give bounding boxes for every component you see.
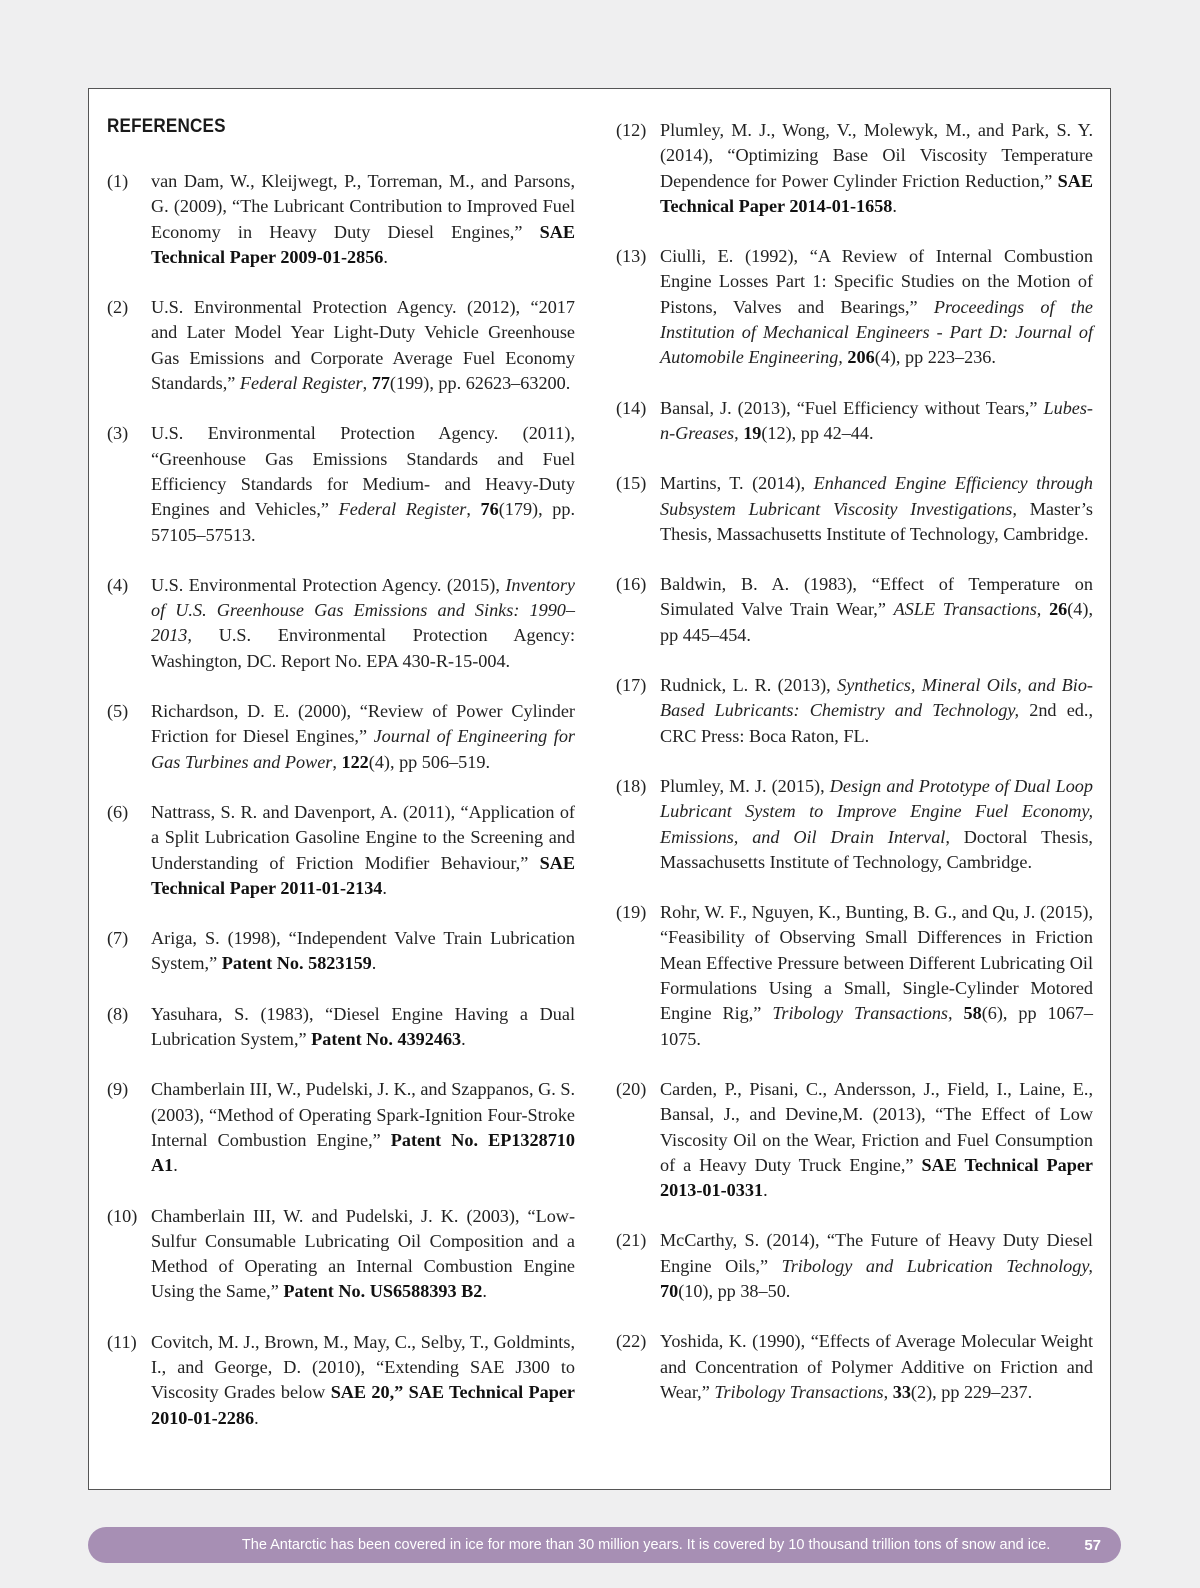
citation-text: (12), pp 42–44. [761, 422, 874, 443]
reference-text [151, 573, 575, 674]
reference-item [107, 1330, 575, 1431]
reference-number: (1) [107, 171, 129, 191]
bold-citation: 206 [847, 347, 875, 368]
bold-citation: 76 [480, 499, 499, 520]
citation-text: (10), pp 38–50. [678, 1280, 791, 1301]
citation-text: U.S. Environmental Protection Agency. (2011), “Greenhouse Gas Emissions Standards and Fuel Efficiency Standards for Medium- and Heavy-Duty Engines and Vehicles,” [151, 423, 575, 520]
citation-text: (179), pp. 57105–57513. [151, 499, 575, 545]
italic-title: Journal of Engineering for Gas Turbines and Power [151, 726, 576, 772]
reference-text [660, 471, 1093, 547]
citation-text: U.S. Environmental Protection Agency: Washington, DC. Report No. EPA 430-R-15-004. [151, 625, 575, 671]
reference-number: (12) [616, 120, 647, 140]
reference-text [660, 900, 1093, 1052]
italic-title: Synthetics, Mineral Oils, and Bio-Based Lubricants: Chemistry and Technology, [660, 675, 1093, 721]
citation-text: (199), pp. 62623–63200. [389, 373, 571, 394]
reference-text [151, 1077, 575, 1178]
bold-citation: 58 [963, 1003, 982, 1024]
reference-number: (16) [616, 574, 647, 595]
italic-title: Enhanced Engine Efficiency through Subsystem Lubricant Viscosity Investigations, [660, 473, 1094, 519]
italic-title: Lubes-n-Greases [660, 397, 1093, 443]
citation-text: U.S. Environmental Protection Agency. (2012), “2017 and Later Model Year Light-Duty Vehicle Greenhouse Gas Emissions and Corporate Average Fuel Economy Standards,” [151, 297, 575, 394]
citation-text: Yoshida, K. (1990), “Effects of Average Molecular Weight and Concentration of Polymer Additive on Friction and Wear,” [660, 1331, 1093, 1402]
italic-title: Design and Prototype of Dual Loop Lubricant System to Improve Engine Fuel Economy, Emissions, and Oil Drain Interval, [660, 775, 1093, 847]
citation-text: , [362, 373, 372, 394]
reference-item [107, 573, 575, 674]
reference-item [107, 169, 575, 270]
citation-text: . [371, 953, 377, 974]
reference-number: (11) [107, 1331, 137, 1352]
reference-item [616, 1077, 1093, 1203]
citation-text: . [461, 1029, 466, 1050]
citation-text: McCarthy, S. (2014), “The Future of Heavy Duty Diesel Engine Oils,” [660, 1230, 1093, 1276]
citation-text: . [892, 195, 897, 216]
reference-text [660, 572, 1093, 648]
reference-text [660, 673, 1093, 749]
citation-text: Richardson, D. E. (2000), “Review of Power Cylinder Friction for Diesel Engines,” [151, 701, 575, 747]
citation-text: , [734, 422, 744, 443]
citation-text: , [332, 751, 342, 772]
reference-item [616, 1228, 1093, 1304]
citation-text: Master’s Thesis, Massachusetts Institute of Technology, Cambridge. [660, 498, 1094, 544]
reference-number: (5) [107, 701, 129, 722]
references-panel [88, 88, 1111, 1490]
citation-text: van Dam, W., Kleijwegt, P., Torreman, M., and Parsons, G. (2009), “The Lubricant Contribution to Improved Fuel Economy in Heavy Duty Diesel Engines,” [151, 171, 575, 242]
page-number: 57 [1084, 1536, 1101, 1554]
citation-text: Martins, T. (2014), [660, 473, 814, 494]
reference-number: (4) [107, 574, 129, 595]
italic-title: Tribology Transactions, [772, 1003, 953, 1024]
citation-text: Doctoral Thesis, Massachusetts Institute of Technology, Cambridge. [660, 826, 1093, 872]
bold-citation: SAE Technical Paper 2011-01-2134 [151, 852, 575, 898]
citation-text: (2), pp 229–237. [910, 1381, 1033, 1402]
reference-text [151, 1002, 575, 1053]
reference-number: (17) [616, 675, 647, 696]
bold-citation: 19 [743, 422, 762, 443]
reference-item [616, 471, 1093, 547]
reference-item [616, 118, 1093, 219]
italic-title: Federal Register [239, 373, 363, 394]
bold-citation: Patent No. 5823159 [221, 953, 372, 974]
italic-title: Federal Register [338, 499, 467, 520]
reference-item [107, 1002, 575, 1053]
reference-text [151, 169, 575, 270]
citation-text: Plumley, M. J. (2015), [660, 775, 830, 796]
reference-item [107, 800, 575, 901]
citation-text: . [173, 1155, 178, 1176]
reference-number: (7) [107, 928, 129, 949]
citation-text: Chamberlain III, W. and Pudelski, J. K. (2003), “Low-Sulfur Consumable Lubricating Oil Composition and a Method of Operating an Internal Combustion Engine Using the Same,” [151, 1205, 575, 1302]
bold-citation: 122 [341, 751, 369, 772]
citation-text: Carden, P., Pisani, C., Andersson, J., Field, I., Laine, E., Bansal, J., and Devine,M. (2013), “The Effect of Low Viscosity Oil on the Wear, Friction and Fuel Consumption of a Heavy Duty Truck Engine,” [660, 1078, 1093, 1175]
citation-text: Yasuhara, S. (1983), “Diesel Engine Having a Dual Lubrication System,” [151, 1003, 575, 1050]
bold-citation: 70 [660, 1280, 679, 1301]
citation-text: (4), pp 223–236. [874, 347, 996, 368]
reference-text [660, 1329, 1093, 1405]
reference-item [616, 244, 1093, 370]
reference-item [107, 421, 575, 547]
citation-text: . [763, 1180, 768, 1201]
italic-title: Inventory of U.S. Greenhouse Gas Emissions and Sinks: 1990–2013, [151, 574, 575, 646]
reference-item [616, 396, 1093, 447]
reference-item [107, 699, 575, 775]
reference-item [107, 295, 575, 396]
citation-text: Rohr, W. F., Nguyen, K., Bunting, B. G., and Qu, J. (2015), “Feasibility of Observing Small Differences in Friction Mean Effective Pressure between Different Lubricating Oil Formulations Using a Small, Single-Cylinder Motored Engine Rig,” [660, 902, 1093, 1024]
reference-number: (20) [616, 1078, 647, 1099]
citation-text: Covitch, M. J., Brown, M., May, C., Selby, T., Goldmints, I., and George, D. (2010), “Extending SAE J300 to Viscosity Grades below [151, 1331, 575, 1403]
citation-text: (4), pp 445–454. [660, 599, 1094, 645]
reference-item [107, 1077, 575, 1178]
footer-bar [88, 1527, 1121, 1563]
citation-text: Ciulli, E. (1992), “A Review of Internal Combustion Engine Losses Part 1: Specific Studies on the Motion of Pistons, Valves and Bearings,” [660, 246, 1093, 317]
reference-number: (9) [107, 1079, 129, 1100]
reference-list-right [616, 118, 1093, 1430]
reference-text [660, 396, 1093, 447]
reference-text [660, 118, 1093, 219]
reference-number: (18) [616, 775, 647, 796]
citation-text: Bansal, J. (2013), “Fuel Efficiency without Tears,” [660, 397, 1044, 418]
reference-text [660, 1077, 1093, 1203]
italic-title: Tribology Transactions [714, 1381, 884, 1402]
reference-number: (10) [107, 1205, 138, 1226]
citation-text: (4), pp 506–519. [368, 751, 491, 772]
reference-item [107, 926, 575, 977]
reference-text [151, 800, 575, 901]
reference-number: (15) [616, 473, 647, 494]
bold-citation: Patent No. US6588393 B2 [283, 1281, 483, 1302]
reference-text [660, 244, 1093, 370]
reference-text [151, 699, 575, 775]
bold-citation: 26 [1049, 599, 1068, 620]
bold-citation: 33 [892, 1381, 911, 1402]
citation-text: Nattrass, S. R. and Davenport, A. (2011), “Application of a Split Lubrication Gasoline Engine to the Screening and Understanding of Friction Modifier Behaviour,” [151, 801, 575, 873]
citation-text: , [1036, 599, 1050, 620]
footer-fact-text: The Antarctic has been covered in ice for more than 30 million years. It is covered by 10 thousand trillion tons of snow and ice. [241, 1537, 1051, 1553]
citation-text: , [466, 499, 481, 520]
bold-citation: Patent No. EP1328710 A1 [151, 1129, 575, 1176]
bold-citation: 77 [371, 373, 390, 394]
reference-text [151, 1330, 575, 1431]
reference-text [660, 774, 1093, 875]
citation-text: . [482, 1281, 487, 1302]
reference-item [616, 1329, 1093, 1405]
reference-list-left [107, 169, 575, 1456]
bold-citation: Patent No. 4392463 [311, 1029, 462, 1050]
citation-text: Ariga, S. (1998), “Independent Valve Train Lubrication System,” [151, 928, 575, 974]
section-heading: REFERENCES [107, 116, 226, 137]
reference-number: (21) [616, 1230, 647, 1251]
bold-citation: SAE Technical Paper 2013-01-0331 [660, 1154, 1093, 1201]
italic-title: Proceedings of the Institution of Mechanical Engineers - Part D: Journal of Automobile Engineering, [660, 296, 1093, 368]
italic-title: Tribology and Lubrication Technology, [781, 1255, 1093, 1276]
citation-text: Baldwin, B. A. (1983), “Effect of Temperature on Simulated Valve Train Wear,” [660, 574, 1093, 620]
citation-text: . [383, 246, 388, 267]
reference-text [660, 1228, 1093, 1304]
reference-item [107, 1204, 575, 1305]
citation-text [953, 1003, 964, 1023]
citation-text: (6), pp 1067–1075. [660, 1003, 1093, 1049]
citation-text: U.S. Environmental Protection Agency. (2015), [151, 574, 506, 595]
reference-number: (3) [107, 423, 129, 444]
reference-item [616, 673, 1093, 749]
italic-title: ASLE Transactions [893, 599, 1037, 620]
reference-number: (22) [616, 1331, 647, 1352]
reference-text [151, 421, 575, 547]
citation-text: . [254, 1407, 259, 1428]
reference-text [151, 1204, 575, 1305]
reference-number: (6) [107, 801, 129, 822]
citation-text: . [382, 877, 387, 898]
citation-text: Plumley, M. J., Wong, V., Molewyk, M., and Park, S. Y. (2014), “Optimizing Base Oil Viscosity Temperature Dependence for Power Cylinder Friction Reduction,” [660, 120, 1093, 191]
citation-text: Chamberlain III, W., Pudelski, J. K., and Szappanos, G. S. (2003), “Method of Operating Spark-Ignition Four-Stroke Internal Combustion Engine,” [151, 1079, 575, 1150]
reference-number: (19) [616, 902, 647, 923]
reference-text [151, 295, 575, 396]
bold-citation: SAE Technical Paper 2014-01-1658 [660, 170, 1093, 216]
bold-citation: SAE 20,” SAE Technical Paper 2010-01-2286 [151, 1382, 575, 1428]
citation-text: , [883, 1381, 893, 1402]
reference-text [151, 926, 575, 977]
bold-citation: SAE Technical Paper 2009-01-2856 [151, 221, 575, 267]
reference-number: (2) [107, 297, 129, 318]
reference-number: (14) [616, 397, 647, 418]
reference-number: (13) [616, 246, 647, 267]
reference-item [616, 572, 1093, 648]
reference-item [616, 900, 1093, 1052]
reference-item [616, 774, 1093, 875]
reference-number: (8) [107, 1003, 129, 1024]
citation-text: Rudnick, L. R. (2013), [660, 675, 838, 696]
citation-text: 2nd ed., CRC Press: Boca Raton, FL. [660, 700, 1093, 746]
